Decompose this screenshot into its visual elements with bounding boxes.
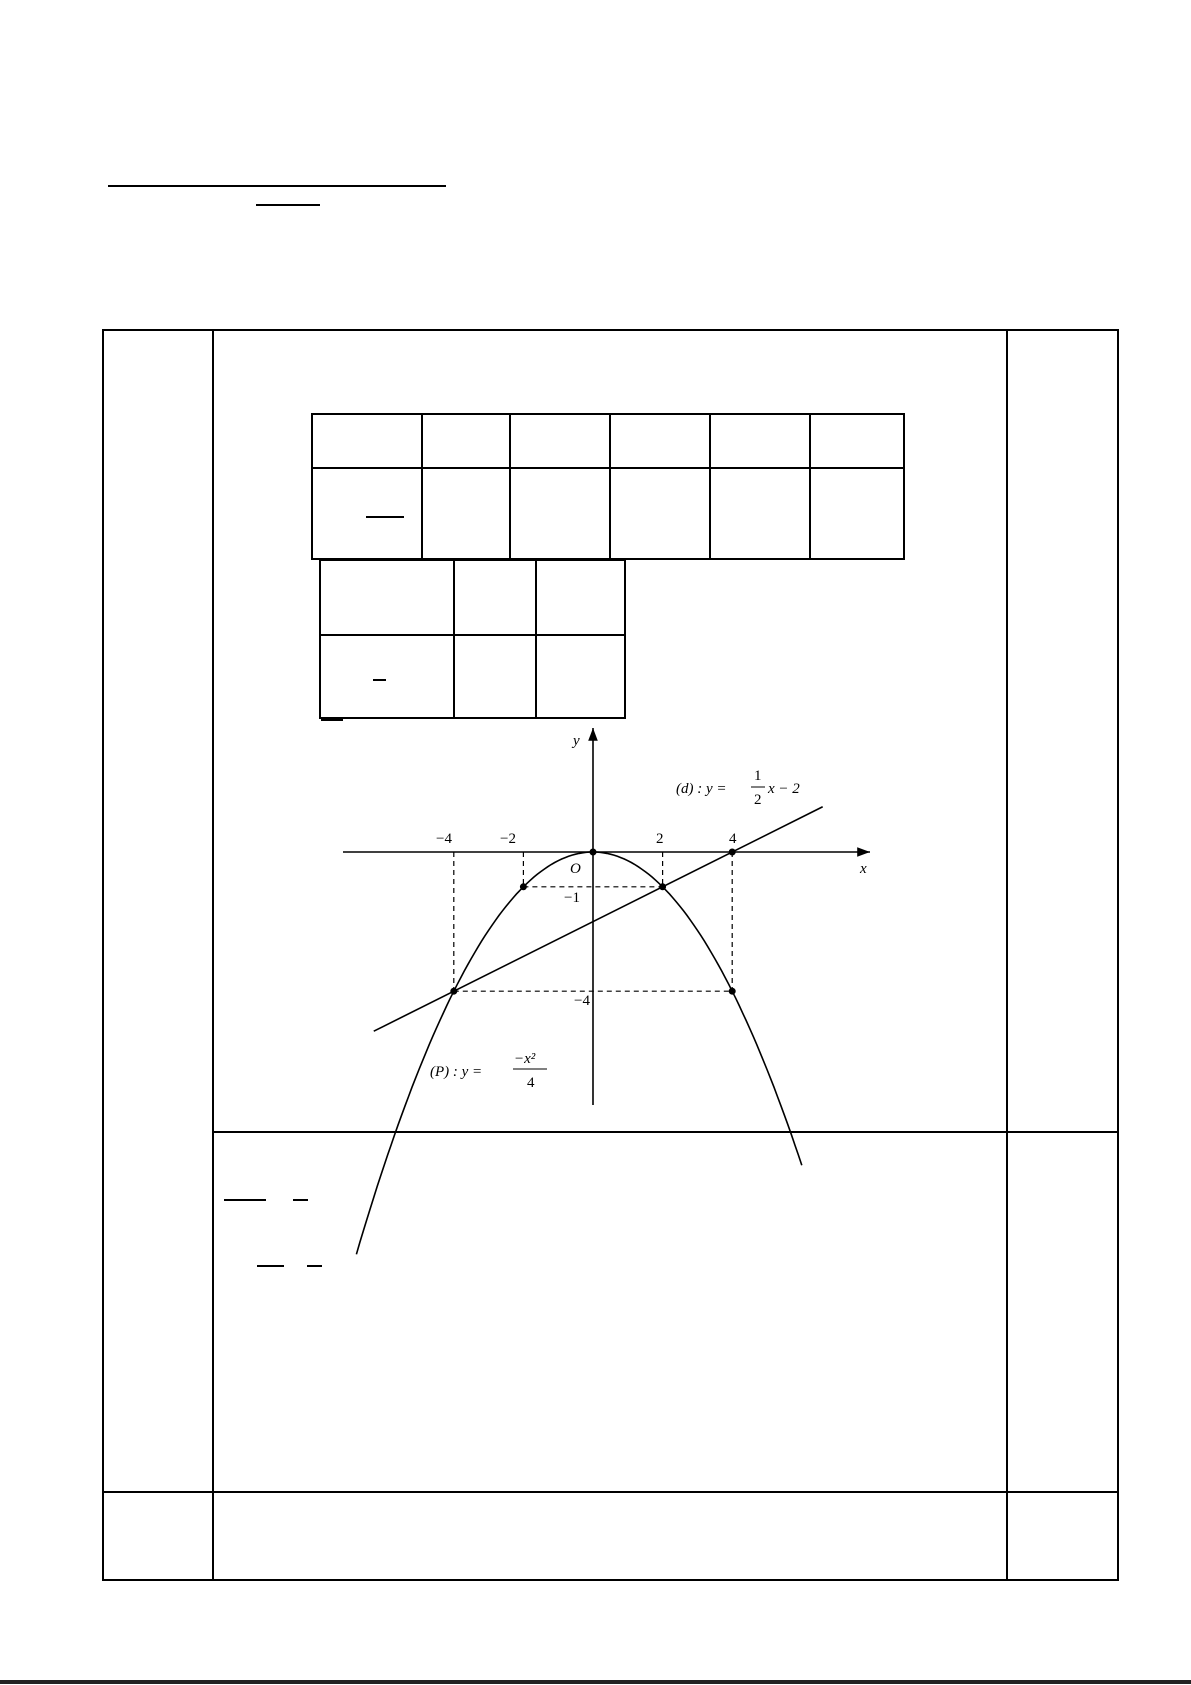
y-tick-label: −1: [564, 890, 580, 906]
footer-rule: [0, 1680, 1191, 1684]
line-eq-suffix: x − 2: [768, 781, 800, 797]
graph-root: [343, 728, 870, 1254]
x-tick-label: 2: [656, 831, 664, 847]
graph-point: [590, 849, 597, 856]
x-tick-label: −2: [500, 831, 516, 847]
fraction-bar: [224, 1199, 266, 1201]
graph-point: [659, 883, 666, 890]
parabola-equation-label: [430, 1051, 547, 1091]
graph-point: [729, 849, 736, 856]
graph-point: [450, 988, 457, 995]
line-equation-label: [676, 768, 800, 808]
x-axis-label: x: [860, 861, 867, 877]
parabola-curve: [356, 852, 801, 1254]
graph-point: [520, 883, 527, 890]
line-eq-den: 2: [754, 792, 762, 808]
fraction-bar: [307, 1265, 322, 1267]
x-tick-label: −4: [436, 831, 452, 847]
fraction-bar: [257, 1265, 284, 1267]
x-tick-label: 4: [729, 831, 737, 847]
line-eq-prefix: (d) : y =: [676, 781, 727, 797]
graph-point: [729, 988, 736, 995]
y-tick-label: −4: [574, 993, 590, 1009]
parabola-eq-num: −x²: [514, 1051, 536, 1067]
origin-label: O: [570, 861, 581, 877]
parabola-eq-prefix: (P) : y =: [430, 1064, 483, 1080]
line-eq-num: 1: [754, 768, 762, 784]
parabola-eq-den: 4: [527, 1075, 535, 1091]
fraction-bar: [293, 1199, 308, 1201]
y-axis-label: y: [573, 733, 580, 749]
